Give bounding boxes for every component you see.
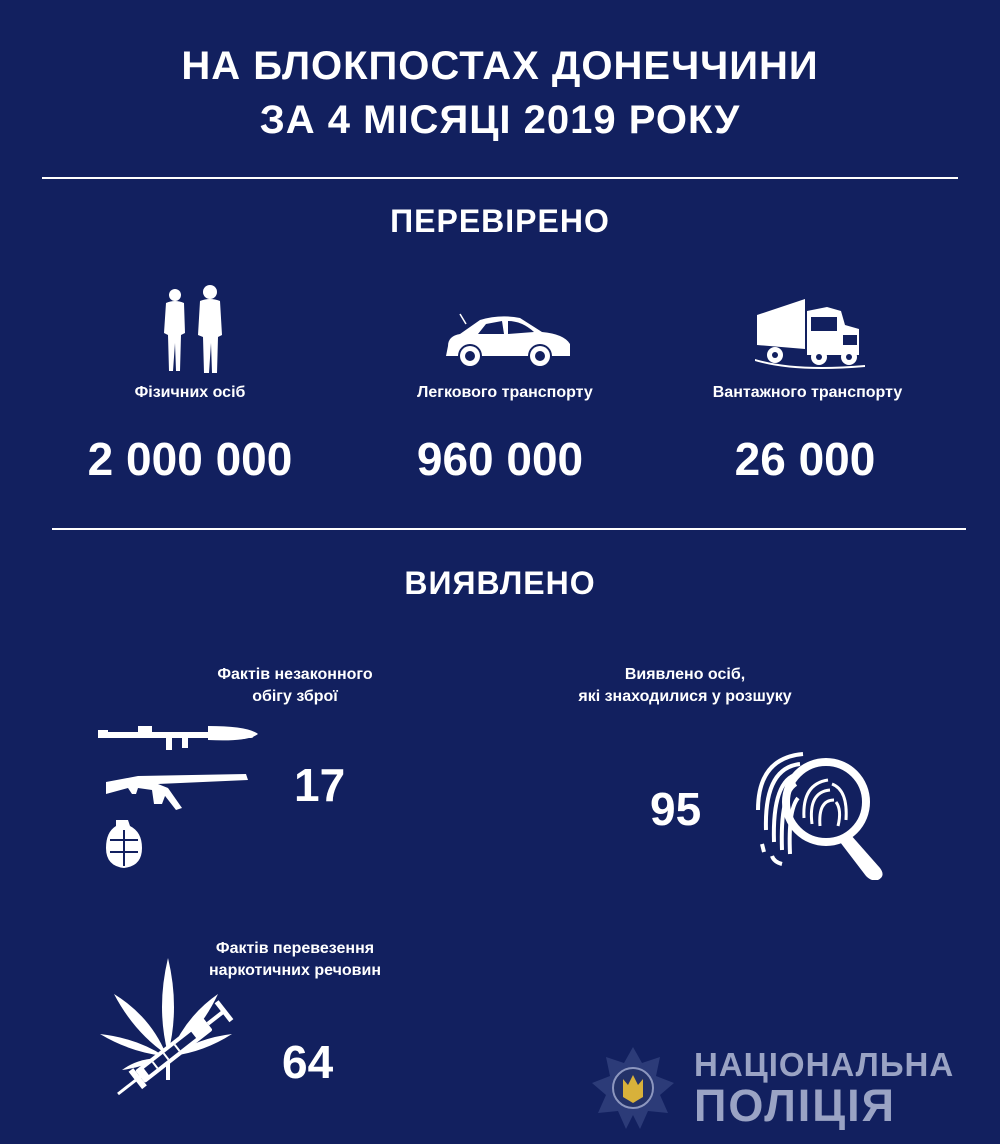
stat-label-people: Фізичних осіб	[134, 384, 246, 401]
stat-value-cars: 960 000	[416, 433, 584, 485]
weapons-label-line1: Фактів незаконного	[217, 666, 373, 683]
truck-icon	[755, 295, 865, 370]
logo-line1: НАЦІОНАЛЬНА	[694, 1046, 955, 1083]
drugs-value: 64	[282, 1036, 334, 1088]
divider-middle	[52, 528, 966, 530]
wanted-value: 95	[650, 783, 702, 835]
title-line-1: НА БЛОКПОСТАХ ДОНЕЧЧИНИ	[181, 44, 819, 88]
wanted-label	[520, 664, 850, 708]
police-badge-icon	[590, 1045, 676, 1131]
fingerprint-magnifier-icon	[748, 740, 893, 880]
found-heading: ВИЯВЛЕНО	[404, 565, 596, 601]
drugs-label-line2: наркотичних речовин	[209, 962, 381, 979]
checked-heading: ПЕРЕВІРЕНО	[390, 203, 610, 239]
people-icon	[160, 285, 228, 375]
car-icon	[440, 310, 575, 370]
divider-top	[42, 177, 958, 179]
stat-value-people: 2 000 000	[87, 433, 293, 485]
stat-label-trucks: Вантажного транспорту	[712, 384, 903, 401]
stat-value-trucks: 26 000	[734, 433, 876, 485]
weapons-label	[170, 664, 420, 708]
weapons-icon	[98, 718, 260, 870]
wanted-label-line2: які знаходилися у розшуку	[578, 688, 792, 705]
drugs-label-line1: Фактів перевезення	[215, 940, 375, 957]
logo-line2: ПОЛІЦІЯ	[694, 1080, 897, 1131]
title-line-2: ЗА 4 МІСЯЦІ 2019 РОКУ	[259, 98, 741, 142]
cannabis-syringe-icon	[100, 958, 270, 1098]
weapons-value: 17	[294, 759, 346, 811]
wanted-label-line1: Виявлено осіб,	[624, 666, 746, 683]
weapons-label-line2: обігу зброї	[252, 688, 338, 705]
stat-label-cars: Легкового транспорту	[417, 384, 593, 401]
